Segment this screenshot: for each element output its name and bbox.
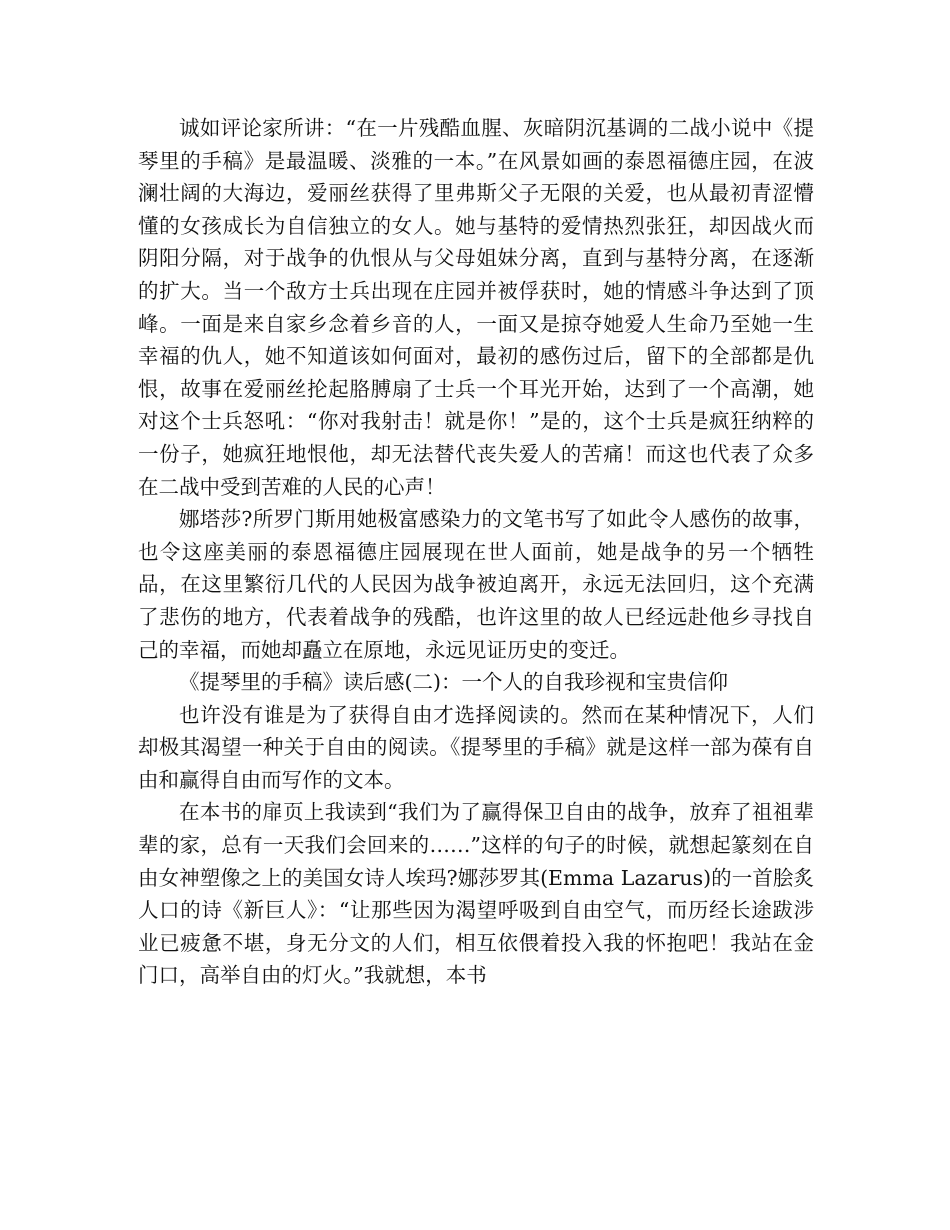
paragraph-3: 也许没有谁是为了获得自由才选择阅读的。然而在某种情况下，人们却极其渴望一种关于自由的阅读。《提琴里的手稿》就是这样一部为葆有自由和赢得自由而写作的文本。 <box>138 702 814 792</box>
section-heading: 《提琴里的手稿》读后感(二)：一个人的自我珍视和宝贵信仰 <box>179 670 728 695</box>
paragraph-2: 娜塔莎?所罗门斯用她极富感染力的文笔书写了如此令人感伤的故事，也令这座美丽的泰恩福德庄园展现在世人面前，她是战争的另一个牺牲品，在这里繁衍几代的人民因为战争被迫离开，永远无法回归，这个充满了悲伤的地方，代表着战争的残酷，也许这里的故人已经远赴他乡寻找自己的幸福，而她却矗立在原地，永远见证历史的变迁。 <box>138 507 814 662</box>
document-body <box>138 112 814 992</box>
paragraph-1: 诚如评论家所讲：“在一片残酷血腥、灰暗阴沉基调的二战小说中《提琴里的手稿》是最温暖、淡雅的一本。”在风景如画的泰恩福德庄园，在波澜壮阔的大海边，爱丽丝获得了里弗斯父子无限的关爱，也从最初青涩懵懂的女孩成长为自信独立的女人。她与基特的爱情热烈张狂，却因战火而阴阳分隔，对于战争的仇恨从与父母姐妹分离，直到与基特分离，在逐渐的扩大。当一个敌方士兵出现在庄园并被俘获时，她的情感斗争达到了顶峰。一面是来自家乡念着乡音的人，一面又是掠夺她爱人生命乃至她一生幸福的仇人，她不知道该如何面对，最初的感伤过后，留下的全部都是仇恨，故事在爱丽丝抡起胳膊扇了士兵一个耳光开始，达到了一个高潮，她对这个士兵怒吼：“你对我射击！就是你！”是的，这个士兵是疯狂纳粹的一份子，她疯狂地恨他，却无法替代丧失爱人的苦痛！而这也代表了众多在二战中受到苦难的人民的心声！ <box>138 116 814 499</box>
paragraph-4: 在本书的扉页上我读到“我们为了赢得保卫自由的战争，放弃了祖祖辈辈的家，总有一天我们会回来的……”这样的句子的时候，就想起篆刻在自由女神塑像之上的美国女诗人埃玛?娜莎罗其(Emma Lazarus)的一首脍炙人口的诗《新巨人》：“让那些因为渴望呼吸到自由空气，而历经长途跋涉业已疲惫不堪，身无分文的人们，相互依偎着投入我的怀抱吧！我站在金门口，高举自由的灯火。”我就想，本书 <box>138 800 814 988</box>
